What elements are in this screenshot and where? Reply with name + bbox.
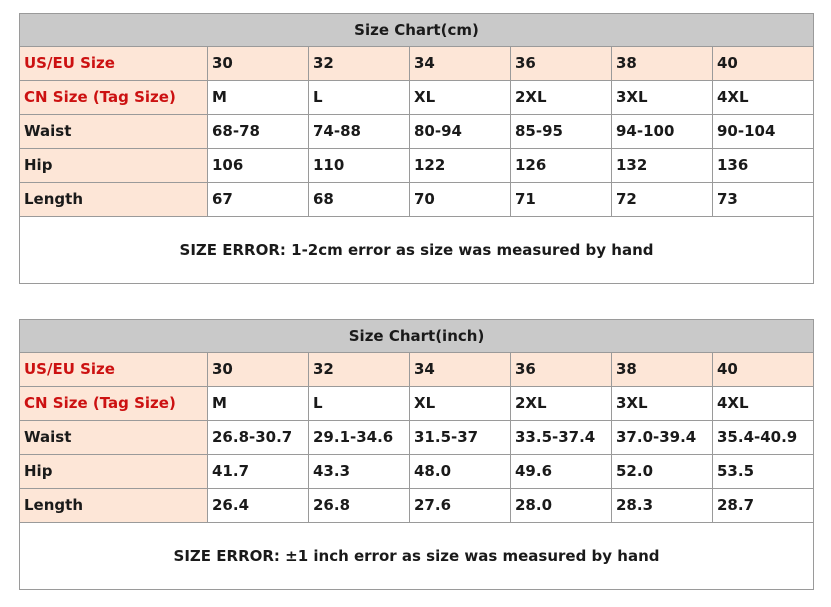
table-cell: 26.4 [208,489,309,523]
table-cell: 3XL [612,81,713,115]
table-cell: 52.0 [612,455,713,489]
row-label: CN Size (Tag Size) [20,387,208,421]
table-cell: 106 [208,149,309,183]
table-cell: 132 [612,149,713,183]
table-cell: 32 [309,47,410,81]
table-cell: L [309,387,410,421]
table-cell: 26.8-30.7 [208,421,309,455]
row-label: US/EU Size [20,47,208,81]
table-cell: 3XL [612,387,713,421]
table-cell: 43.3 [309,455,410,489]
table-cell: 26.8 [309,489,410,523]
row-label: Waist [20,115,208,149]
table-cell: 28.3 [612,489,713,523]
table-cell: XL [410,387,511,421]
table-cell: 67 [208,183,309,217]
table-cell: 40 [713,47,814,81]
table-row-cn-size [20,81,814,115]
table-cell: 94-100 [612,115,713,149]
table-cell: 29.1-34.6 [309,421,410,455]
table-cell: M [208,387,309,421]
size-error-note: SIZE ERROR: ±1 inch error as size was measured by hand [20,523,814,590]
table-cell: 40 [713,353,814,387]
table-cell: 71 [511,183,612,217]
row-label: Length [20,183,208,217]
table-cell: 4XL [713,81,814,115]
table-row-hip [20,149,814,183]
table-title: Size Chart(inch) [20,320,814,353]
table-cell: M [208,81,309,115]
table-row-cn-size [20,387,814,421]
table-cell: 34 [410,47,511,81]
table-cell: 136 [713,149,814,183]
table-row-waist [20,115,814,149]
row-label: CN Size (Tag Size) [20,81,208,115]
table-cell: 72 [612,183,713,217]
table-cell: 32 [309,353,410,387]
table-cell: 70 [410,183,511,217]
table-row-waist [20,421,814,455]
table-cell: 35.4-40.9 [713,421,814,455]
table-title: Size Chart(cm) [20,14,814,47]
table-cell: 2XL [511,81,612,115]
table-cell: 38 [612,353,713,387]
table-cell: XL [410,81,511,115]
table-cell: 36 [511,47,612,81]
table-cell: 74-88 [309,115,410,149]
table-cell: 2XL [511,387,612,421]
table-cell: 126 [511,149,612,183]
table-cell: 28.0 [511,489,612,523]
table-row-length [20,489,814,523]
row-label: Hip [20,149,208,183]
table-cell: 110 [309,149,410,183]
table-cell: 90-104 [713,115,814,149]
table-row-hip [20,455,814,489]
table-cell: L [309,81,410,115]
table-cell: 33.5-37.4 [511,421,612,455]
table-cell: 68-78 [208,115,309,149]
table-cell: 38 [612,47,713,81]
row-label: Waist [20,421,208,455]
row-label: Length [20,489,208,523]
table-row-us-eu-size [20,353,814,387]
table-cell: 36 [511,353,612,387]
table-cell: 34 [410,353,511,387]
table-cell: 4XL [713,387,814,421]
size-chart-cm [19,13,813,284]
row-label: Hip [20,455,208,489]
table-cell: 53.5 [713,455,814,489]
table-cell: 37.0-39.4 [612,421,713,455]
table-cell: 68 [309,183,410,217]
row-label: US/EU Size [20,353,208,387]
table-cell: 31.5-37 [410,421,511,455]
size-chart-inch [19,319,813,590]
table-cell: 122 [410,149,511,183]
table-cell: 73 [713,183,814,217]
table-cell: 85-95 [511,115,612,149]
table-cell: 41.7 [208,455,309,489]
table-cell: 30 [208,353,309,387]
size-error-note: SIZE ERROR: 1-2cm error as size was measured by hand [20,217,814,284]
size-table-cm [19,13,814,284]
table-cell: 80-94 [410,115,511,149]
table-cell: 27.6 [410,489,511,523]
table-cell: 49.6 [511,455,612,489]
table-cell: 30 [208,47,309,81]
table-cell: 28.7 [713,489,814,523]
table-row-us-eu-size [20,47,814,81]
table-row-length [20,183,814,217]
size-table-inch [19,319,814,590]
table-cell: 48.0 [410,455,511,489]
